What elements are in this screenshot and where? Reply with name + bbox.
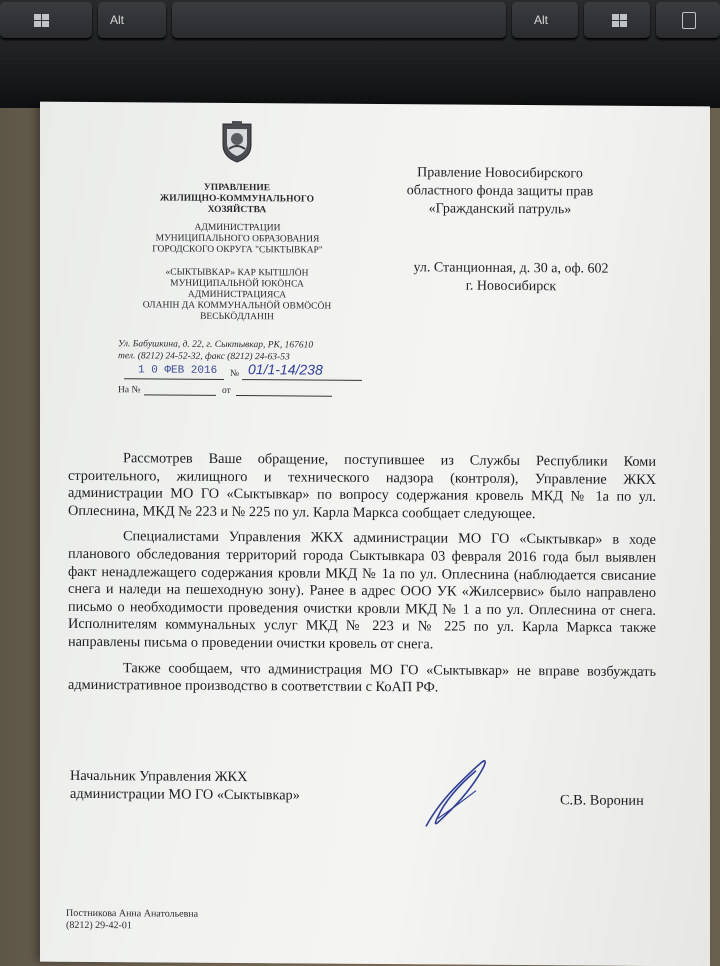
- alt-key-label: Alt: [534, 13, 549, 27]
- body-paragraph: Специалистами Управления ЖКХ администрации МО ГО «Сыктывкар» в ходе планового обследования территорий города Сыктывкара 03 февраля 2016 года был выявлен факт ненадлежащего содержания кровли МКД № 1а по ул. Оплеснина (наблюдается свисание снега и наледи на пешеходную зону). Ранее в адрес ООО УК «Жилсервис» было направлено письмо о необходимости проведения очистки кровли МКД № 1 а по ул. Оплеснина от снега. Исполнителям коммунальных услуг МКД № 223 и № 225 по ул. Карла Маркса также направлены письма о проведении очистки кровель от снега.: [68, 528, 656, 653]
- header-line: «СЫКТЫВКАР» КАР КЫТШЛӦН: [165, 267, 309, 279]
- header-line: ОЛАНІН ДА КОММУНАЛЬНӦЙ ОВМӦСӦН: [142, 300, 332, 312]
- date-field: [124, 364, 224, 380]
- org-address-line: Ул. Бабушкина, д. 22, г. Сыктывкар, РК, 167610: [118, 339, 314, 351]
- recipient-address-line: г. Новосибирск: [465, 278, 557, 295]
- alt-key-right: [512, 2, 578, 38]
- keyboard: [0, 0, 720, 108]
- letter-body: [68, 450, 656, 699]
- menu-key: [656, 2, 720, 38]
- signatory-position: [70, 767, 370, 805]
- department-name: [152, 182, 322, 216]
- header-line: ХОЗЯЙСТВА: [207, 204, 267, 216]
- body-paragraph: Также сообщаем, что администрация МО ГО «Сыктывкар» не вправе возбуждать административное производство в соответствии с КоАП РФ.: [68, 659, 656, 696]
- signatory-name: С.В. Воронин: [560, 792, 644, 809]
- recipient-address-line: ул. Станционная, д. 30 а, оф. 602: [413, 260, 609, 277]
- date-stamp: 1 0 ФЕВ 2016: [138, 364, 218, 377]
- header-line: АДМИНИСТРАЦИИ: [194, 222, 281, 234]
- reference-from-label: от: [222, 385, 231, 396]
- windows-key-left: [0, 2, 92, 38]
- header-line: ГОРОДСКОГО ОКРУГА "СЫКТЫВКАР": [152, 244, 323, 256]
- number-prefix: №: [230, 368, 240, 380]
- executor-name: Постникова Анна Анатольевна: [66, 907, 199, 920]
- reference-number-line: [144, 394, 216, 396]
- administration-name: [140, 222, 335, 256]
- alt-key-left: [98, 2, 166, 38]
- coat-of-arms-icon: [220, 121, 254, 163]
- header-line: МУНИЦИПАЛЬНӦЙ ЮКӦНСА: [170, 278, 304, 290]
- signature-icon: [418, 754, 518, 835]
- keyboard-edge: [0, 60, 720, 108]
- header-line: АДМИНИСТРАЦИЯСА: [187, 289, 287, 301]
- reference-date-line: [236, 395, 332, 397]
- letter-page: [40, 102, 710, 966]
- recipient-line: «Гражданский патруль»: [428, 201, 572, 218]
- number-field: [242, 361, 362, 381]
- windows-logo-icon: [612, 14, 628, 28]
- reference-label: На №: [118, 385, 141, 396]
- menu-icon: [682, 12, 696, 29]
- header-line: МУНИЦИПАЛЬНОГО ОБРАЗОВАНИЯ: [155, 233, 320, 245]
- recipient-address: [396, 259, 626, 297]
- executor-info: [66, 908, 326, 934]
- outgoing-number: 01/1-14/238: [248, 361, 323, 378]
- header-line: ВЕСЬКӦДЛАНІН: [200, 311, 274, 323]
- windows-logo-icon: [34, 14, 50, 28]
- header-line: ЖИЛИЩНО-КОММУНАЛЬНОГО: [159, 193, 315, 205]
- recipient-block: [400, 164, 600, 219]
- org-phone-line: тел. (8212) 24-52-32, факс (8212) 24-63-53: [118, 351, 290, 363]
- administration-name-komi: [132, 267, 342, 323]
- body-paragraph: Рассмотрев Ваше обращение, поступившее из Службы Республики Коми строительного, жилищного и технического надзора (контроля), Управление ЖКХ администрации МО ГО «Сыктывкар» по вопросу содержания кровель МКД № 1а по ул. Оплеснина, МКД № 223 и № 225 по ул. Карла Маркса сообщает следующее.: [68, 450, 656, 522]
- windows-key-right: [584, 2, 650, 38]
- position-line: администрации МО ГО «Сыктывкар»: [70, 785, 300, 804]
- alt-key-label: Alt: [110, 13, 125, 27]
- recipient-line: Правление Новосибирского: [417, 165, 583, 182]
- space-bar: [172, 2, 506, 38]
- recipient-line: областного фонда защиты прав: [406, 183, 594, 200]
- header-line: УПРАВЛЕНИЕ: [203, 182, 271, 194]
- position-line: Начальник Управления ЖКХ: [70, 767, 248, 786]
- executor-phone: (8212) 29-42-01: [66, 919, 132, 932]
